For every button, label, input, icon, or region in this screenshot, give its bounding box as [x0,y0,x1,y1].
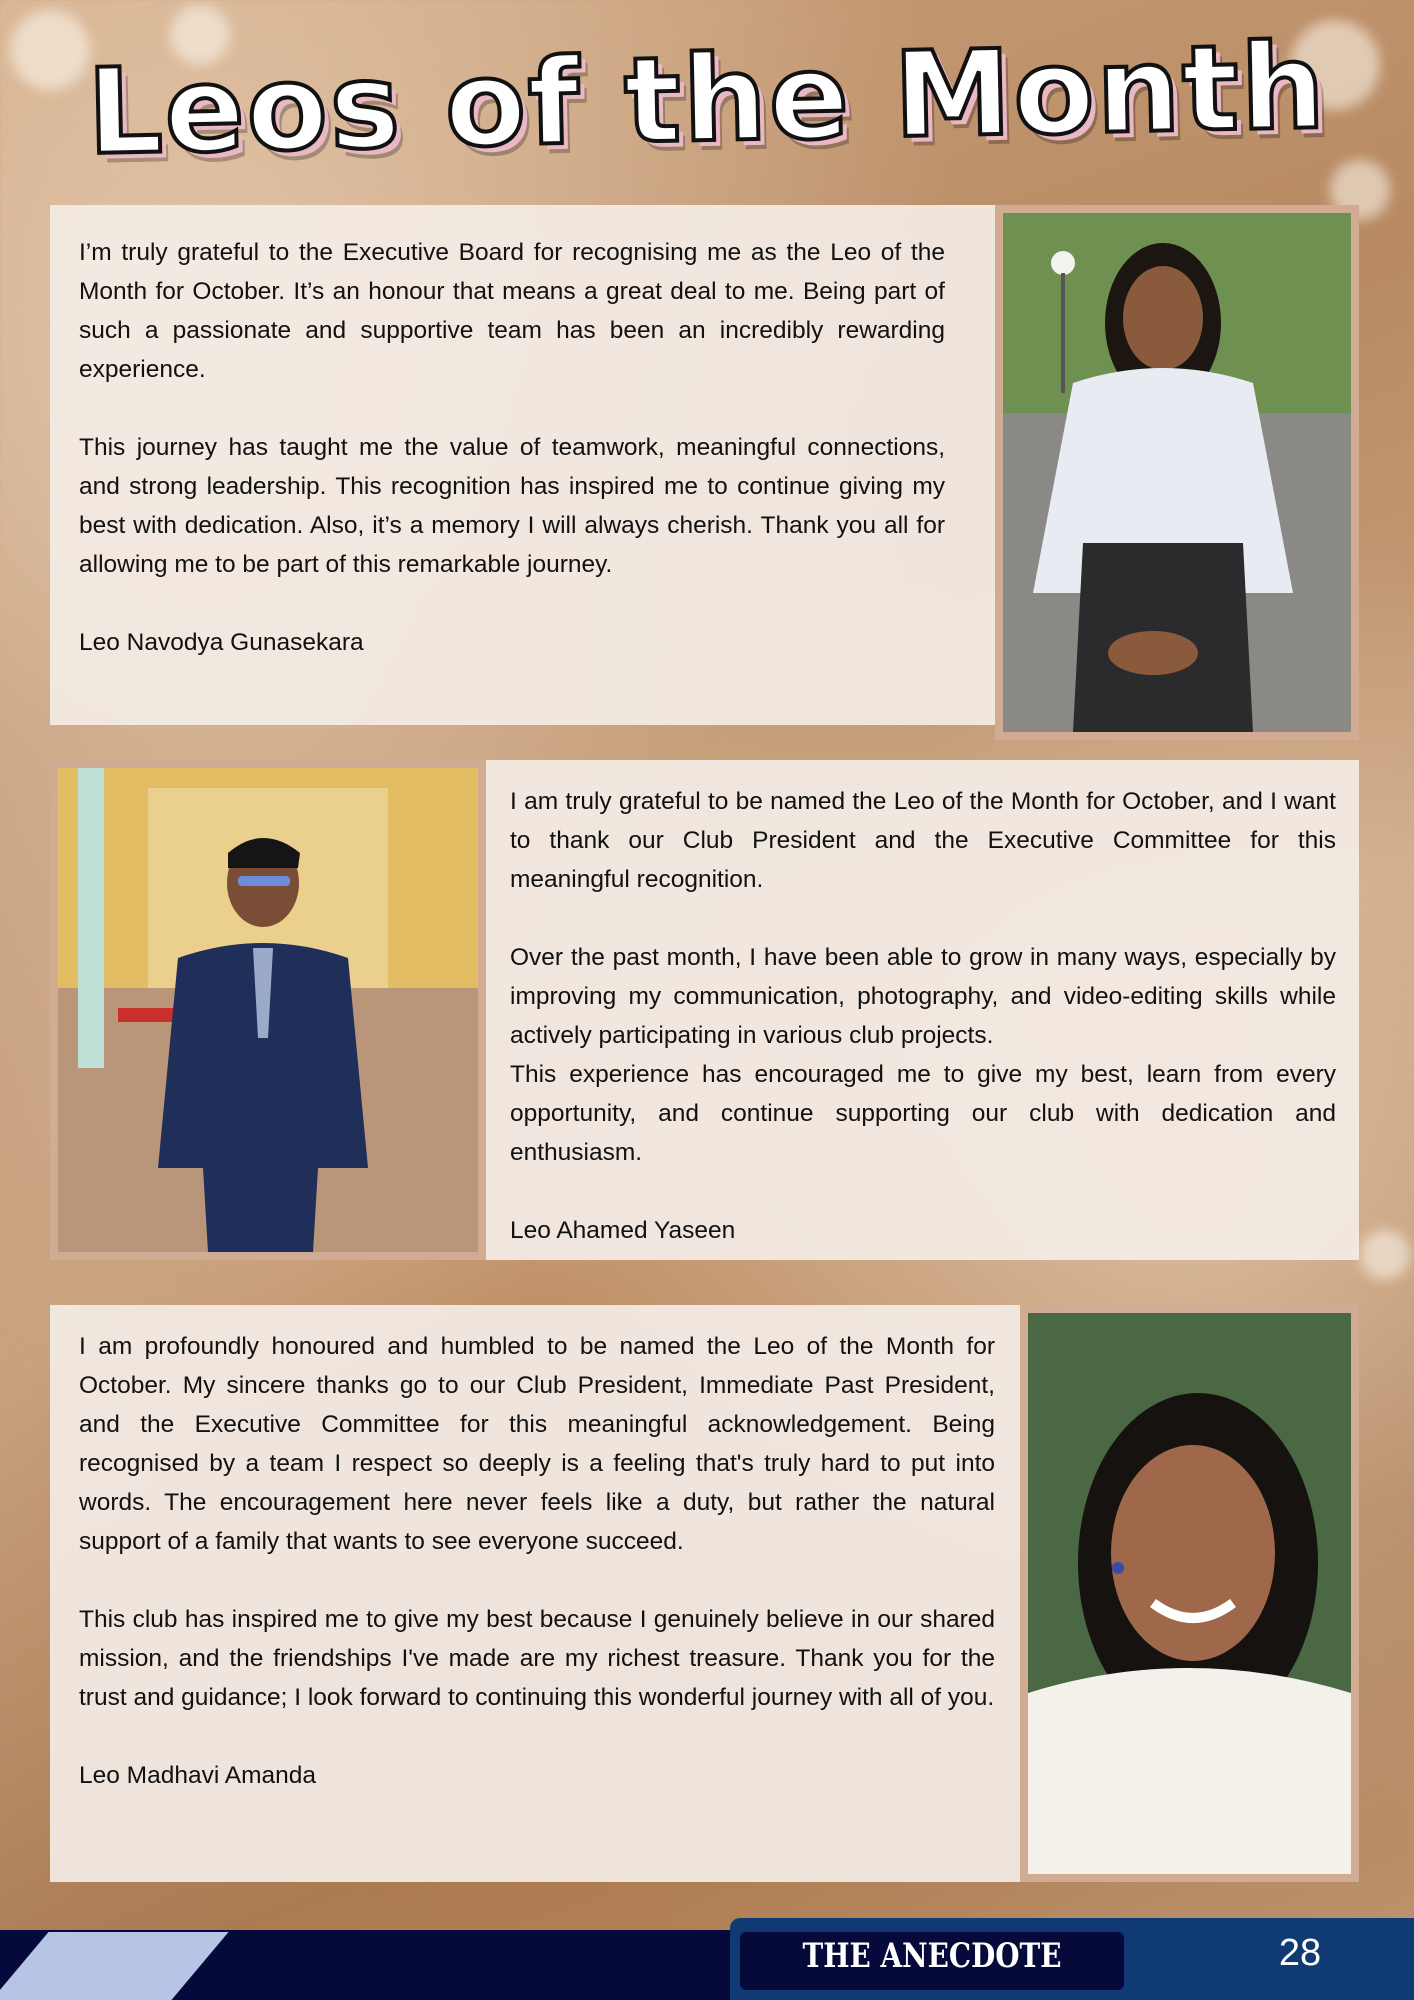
page-title: Leos of the Month [85,17,1329,181]
entry-1-paragraph-2: This journey has taught me the value of teamwork, meaningful connections, and strong leadership. This recognition has inspired me to continue giving my best with dedication. Also, it’s a memory I will always cherish. Thank you all for allowing me to be part of this remarkable journey. [79,434,945,578]
entry-3-paragraph-1: I am profoundly honoured and humbled to be named the Leo of the Month for October. My sincere thanks go to our Club President, Immediate Past President, and the Executive Committee for this meaningful acknowledgement. Being recognised by a team I respect so deeply is a feeling that's truly hard to put into words. The encouragement here never feels like a duty, but rather the natural support of a family that wants to see everyone succeed. [79,1333,995,1555]
entry-2-paragraph-2: Over the past month, I have been able to grow in many ways, especially by improving my communication, photography, and video-editing skills while actively participating in various club projects. [510,944,1336,1049]
entry-1-signature: Leo Navodya Gunasekara [79,629,364,656]
portrait-illustration-2 [58,768,478,1252]
entry-3-signature: Leo Madhavi Amanda [79,1762,316,1789]
entry-2-paragraph-1: I am truly grateful to be named the Leo of the Month for October, and I want to thank our Club President and the Executive Committee for this meaningful recognition. [510,788,1336,893]
portrait-photo-3 [1020,1305,1359,1882]
portrait-illustration-1 [1003,213,1351,732]
entry-3-paragraph-2: This club has inspired me to give my best because I genuinely believe in our shared mission, and the friendships I've made are my richest treasure. Thank you for the trust and guidance; I look forward to continuing this wonderful journey with all of you. [79,1606,995,1711]
portrait-photo-2 [50,760,486,1260]
entry-card-2 [486,760,1359,1260]
publication-name: THE ANECDOTE [802,1936,1062,1976]
entry-1-paragraph-1: I’m truly grateful to the Executive Board for recognising me as the Leo of the Month for October. It’s an honour that means a great deal to me. Being part of such a passionate and supportive team has been an incredibly rewarding experience. [79,239,945,383]
entry-card-1 [50,205,995,725]
portrait-photo-1 [995,205,1359,740]
portrait-illustration-3 [1028,1313,1351,1874]
entry-2-signature: Leo Ahamed Yaseen [510,1217,736,1244]
entry-card-3 [50,1305,1020,1882]
background-bokeh [1360,1230,1410,1280]
page-number: 28 [1278,1932,1322,1974]
entry-2-paragraph-3: This experience has encouraged me to give my best, learn from every opportunity, and continue supporting our club with dedication and enthusiasm. [510,1061,1336,1166]
